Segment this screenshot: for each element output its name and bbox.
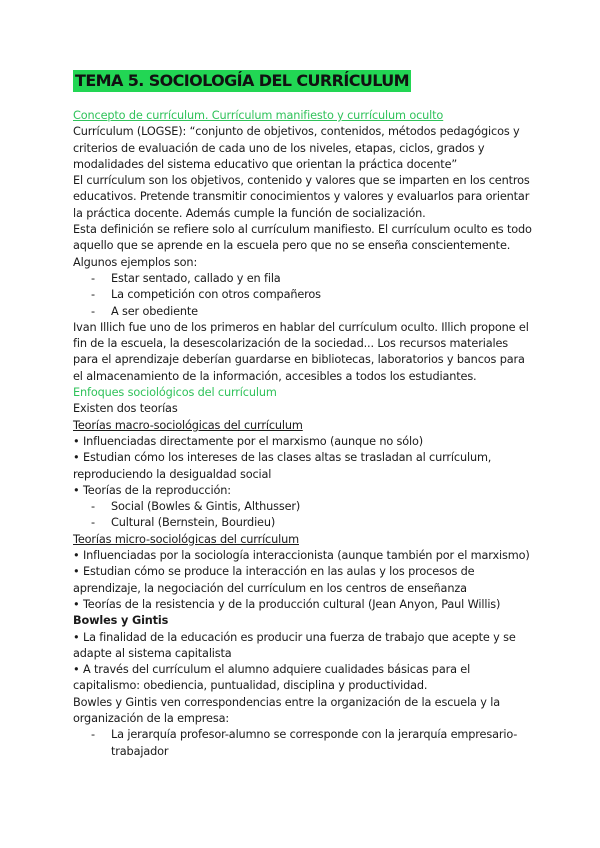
paragraph-correspondencias: Bowles y Gintis ven correspondencias entre la organización de la escuela y la organización de la empresa: <box>73 695 501 725</box>
list-item: - Estar sentado, callado y en fila <box>73 271 533 287</box>
document-body <box>73 108 533 760</box>
list-item: - Cultural (Bernstein, Bourdieu) <box>73 515 533 531</box>
page-title: TEMA 5. SOCIOLOGÍA DEL CURRÍCULUM <box>75 71 409 90</box>
paragraph-dos-teorias: Existen dos teorías <box>73 402 178 416</box>
subheading-macro: Teorías macro-sociológicas del currículum <box>73 418 303 432</box>
bullet-item: • Estudian cómo se produce la interacción en las aulas y los procesos de aprendizaje, la negociación del currículum en los centros de enseñanza <box>73 565 475 595</box>
subheading-bowles-gintis: Bowles y Gintis <box>73 614 169 628</box>
list-item: - A ser obediente <box>73 304 533 320</box>
list-item: - La competición con otros compañeros <box>73 287 533 303</box>
paragraph-curriculum-oculto: Esta definición se refiere solo al currículum manifiesto. El currículum oculto es todo aquello que se aprende en la escuela pero que no se enseña conscientemente. Algunos ejemplos son: <box>73 223 532 269</box>
list-item: - La jerarquía profesor-alumno se corresponde con la jerarquía empresario-trabajador <box>73 727 533 760</box>
bullet-item: • Influenciadas directamente por el marxismo (aunque no sólo) <box>73 434 424 448</box>
bullet-item: • Teorías de la resistencia y de la producción cultural (Jean Anyon, Paul Willis) <box>73 597 501 611</box>
bullet-item: • Estudian cómo los intereses de las clases altas se trasladan al currículum, reproduciendo la desigualdad social <box>73 451 492 481</box>
section-heading-enfoques: Enfoques sociológicos del currículum <box>73 386 277 400</box>
paragraph-logse-definition: Currículum (LOGSE): “conjunto de objetivos, contenidos, métodos pedagógicos y criterios de evaluación de cada uno de los niveles, etapas, ciclos, grados y modalidades del sistema educativo que orientan la práctica docente” <box>73 125 520 171</box>
bullet-item: • Teorías de la reproducción: <box>73 483 231 497</box>
section-heading-concepto: Concepto de currículum. Currículum manifiesto y currículum oculto <box>73 109 444 122</box>
subheading-micro: Teorías micro-sociológicas del currículum <box>73 532 299 546</box>
paragraph-curriculum: El currículum son los objetivos, contenido y valores que se imparten en los centros educativos. Pretende transmitir conocimientos y valores y evaluarlos para orientar la práctica docente. Además cumple la función de socialización. <box>73 174 530 220</box>
bullet-item: • La finalidad de la educación es producir una fuerza de trabajo que acepte y se adapte al sistema capitalista <box>73 630 516 660</box>
bullet-item: • A través del currículum el alumno adquiere cualidades básicas para el capitalismo: obediencia, puntualidad, disciplina y productividad. <box>73 663 471 693</box>
bullet-item: • Influenciadas por la sociología interaccionista (aunque también por el marxismo) <box>73 549 530 563</box>
paragraph-illich: Ivan Illich fue uno de los primeros en hablar del currículum oculto. Illich propone el fin de la escuela, la desescolarización de la sociedad... Los recursos materiales para el aprendizaje deberían guardarse en bibliotecas, laboratorios y bancos para el almacenamiento de la información, accesibles a todos los estudiantes. <box>73 320 529 383</box>
list-item: - Social (Bowles & Gintis, Althusser) <box>73 499 533 515</box>
